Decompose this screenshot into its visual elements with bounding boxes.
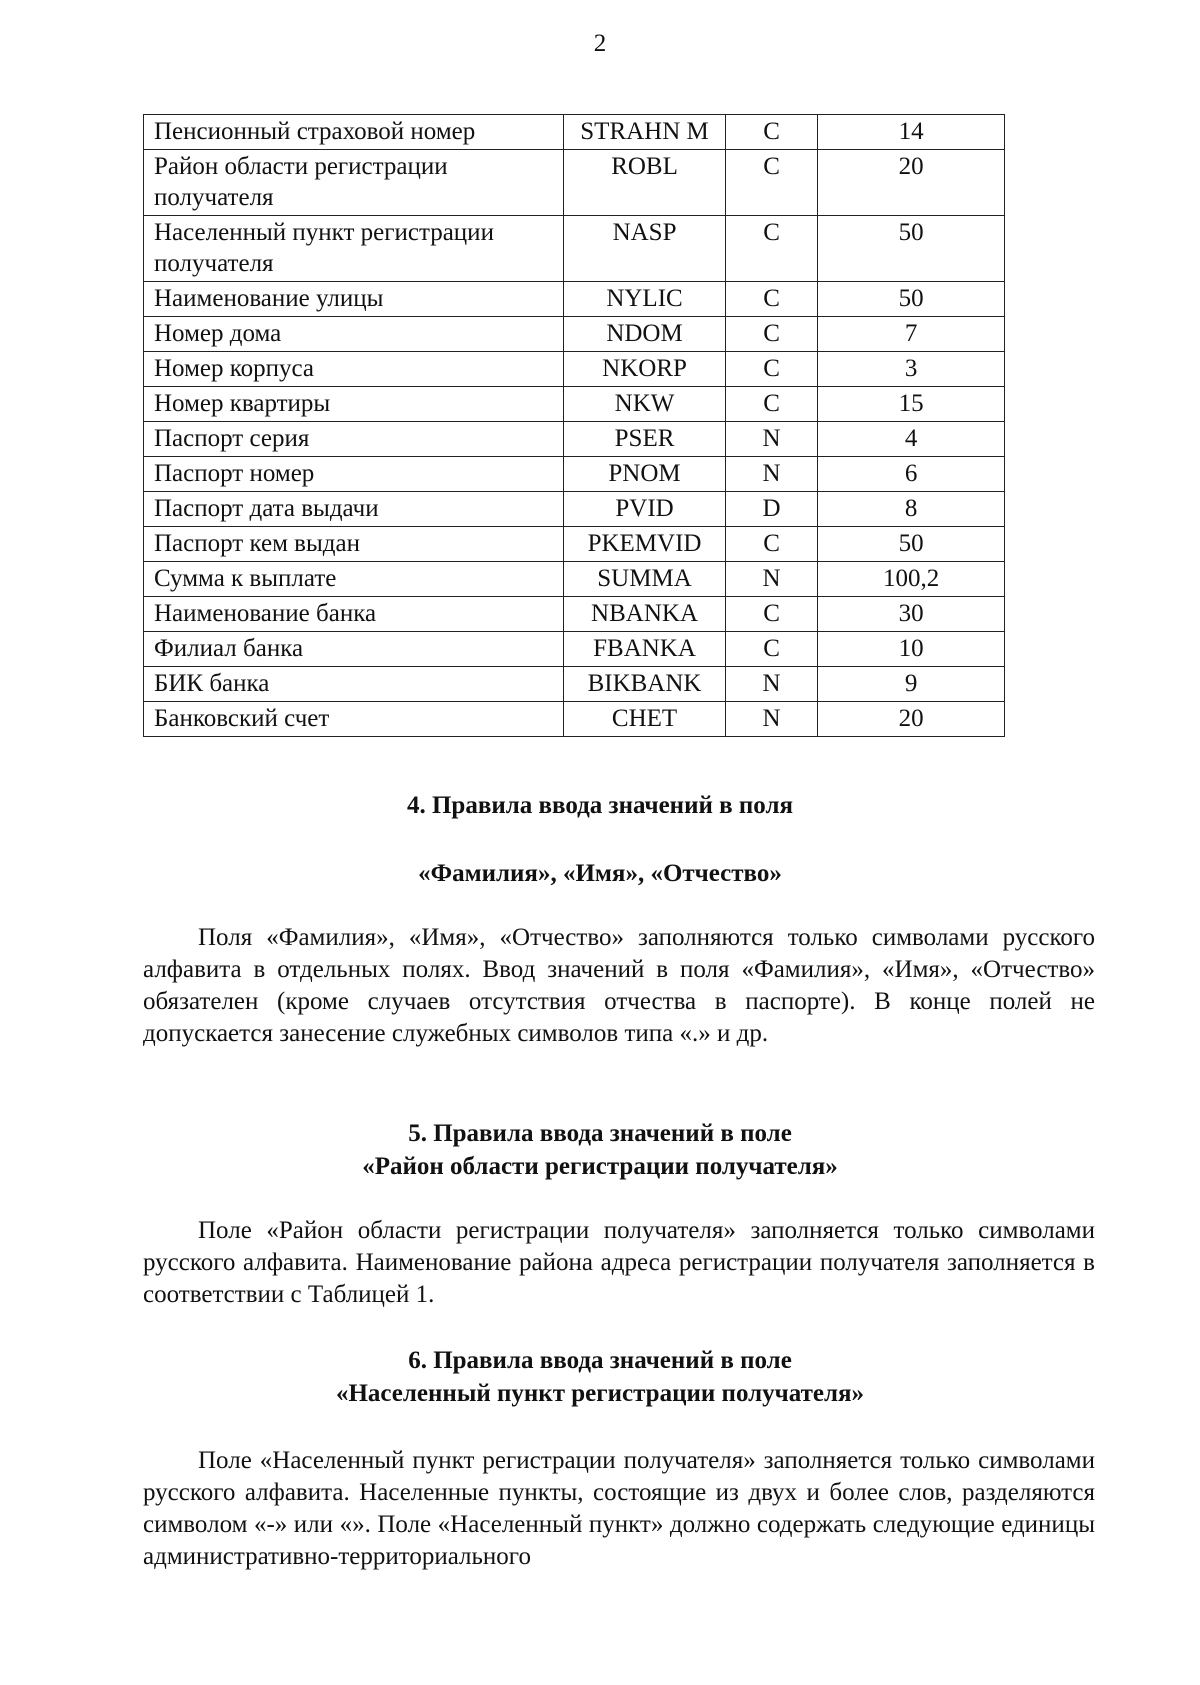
field-code-cell: NASP	[564, 216, 726, 282]
field-type-cell: C	[725, 317, 817, 352]
table-row	[144, 150, 1005, 216]
field-type-cell: N	[725, 422, 817, 457]
section-5-heading-line2: «Район области регистрации получателя»	[362, 1153, 838, 1180]
field-type-cell: N	[725, 457, 817, 492]
table-row	[144, 216, 1005, 282]
field-name-cell: БИК банка	[144, 667, 564, 702]
section-4-heading-line2: «Фамилия», «Имя», «Отчество»	[418, 860, 782, 887]
field-name-cell: Филиал банка	[144, 632, 564, 667]
field-length-cell: 9	[818, 667, 1005, 702]
field-name-cell: Номер дома	[144, 317, 564, 352]
field-code-cell: STRAHN M	[564, 115, 726, 150]
field-code-cell: PNOM	[564, 457, 726, 492]
field-length-cell: 7	[818, 317, 1005, 352]
field-code-cell: NDOM	[564, 317, 726, 352]
field-length-cell: 14	[818, 115, 1005, 150]
field-name-cell: Номер корпуса	[144, 352, 564, 387]
section-5-heading-line1: 5. Правила ввода значений в поле	[408, 1120, 792, 1147]
field-name-cell: Паспорт номер	[144, 457, 564, 492]
field-code-cell: NYLIC	[564, 282, 726, 317]
table-row	[144, 422, 1005, 457]
field-type-cell: N	[725, 667, 817, 702]
field-code-cell: SUMMA	[564, 562, 726, 597]
field-length-cell: 3	[818, 352, 1005, 387]
table-row	[144, 702, 1005, 737]
field-type-cell: C	[725, 282, 817, 317]
field-code-cell: FBANKA	[564, 632, 726, 667]
section-6-heading-line1: 6. Правила ввода значений в поле	[408, 1347, 792, 1374]
field-length-cell: 50	[818, 216, 1005, 282]
field-name-cell: Номер квартиры	[144, 387, 564, 422]
field-name-cell: Район области регистрации получателя	[144, 150, 564, 216]
field-name-cell: Пенсионный страховой номер	[144, 115, 564, 150]
field-code-cell: PKEMVID	[564, 527, 726, 562]
fields-table	[143, 114, 1005, 737]
section-5-paragraph: Поле «Район области регистрации получателя» заполняется только символами русского алфавита. Наименование района адреса регистрации получателя заполняется в соответствии с Таблицей 1.	[143, 1217, 1095, 1308]
field-name-cell: Паспорт серия	[144, 422, 564, 457]
field-name-cell: Наименование банка	[144, 597, 564, 632]
field-name-cell: Населенный пункт регистрации получателя	[144, 216, 564, 282]
table-row	[144, 352, 1005, 387]
field-type-cell: C	[725, 527, 817, 562]
section-4-heading-line1: 4. Правила ввода значений в поля	[406, 792, 794, 819]
field-name-cell: Паспорт кем выдан	[144, 527, 564, 562]
field-type-cell: N	[725, 562, 817, 597]
field-code-cell: NKORP	[564, 352, 726, 387]
table-row	[144, 387, 1005, 422]
table-row	[144, 492, 1005, 527]
field-type-cell: C	[725, 352, 817, 387]
field-length-cell: 4	[818, 422, 1005, 457]
field-code-cell: BIKBANK	[564, 667, 726, 702]
field-type-cell: N	[725, 702, 817, 737]
table-row	[144, 632, 1005, 667]
section-6-paragraph: Поле «Населенный пункт регистрации получателя» заполняется только символами русского алфавита. Населенные пункты, состоящие из двух и более слов, разделяются символом «-» или «». Поле «Населенный пункт» должно содержать следующие единицы административно-территориального	[143, 1447, 1095, 1570]
field-length-cell: 30	[818, 597, 1005, 632]
field-type-cell: C	[725, 387, 817, 422]
table-row	[144, 115, 1005, 150]
field-name-cell: Сумма к выплате	[144, 562, 564, 597]
field-code-cell: NBANKA	[564, 597, 726, 632]
field-length-cell: 20	[818, 702, 1005, 737]
table-row	[144, 527, 1005, 562]
field-type-cell: C	[725, 150, 817, 216]
field-type-cell: C	[725, 216, 817, 282]
field-name-cell: Банковский счет	[144, 702, 564, 737]
field-length-cell: 10	[818, 632, 1005, 667]
field-type-cell: C	[725, 632, 817, 667]
field-type-cell: C	[725, 597, 817, 632]
section-6-heading-line2: «Населенный пункт регистрации получателя»	[335, 1380, 865, 1407]
field-length-cell: 100,2	[818, 562, 1005, 597]
field-length-cell: 50	[818, 282, 1005, 317]
field-type-cell: C	[725, 115, 817, 150]
table-row	[144, 597, 1005, 632]
field-name-cell: Паспорт дата выдачи	[144, 492, 564, 527]
field-type-cell: D	[725, 492, 817, 527]
field-length-cell: 50	[818, 527, 1005, 562]
table-row	[144, 667, 1005, 702]
field-length-cell: 8	[818, 492, 1005, 527]
field-code-cell: CHET	[564, 702, 726, 737]
table-row	[144, 317, 1005, 352]
field-code-cell: NKW	[564, 387, 726, 422]
table-row	[144, 457, 1005, 492]
section-4-paragraph: Поля «Фамилия», «Имя», «Отчество» заполняются только символами русского алфавита в отдельных полях. Ввод значений в поля «Фамилия», «Имя», «Отчество» обязателен (кроме случаев отсутствия отчества в паспорте). В конце полей не допускается занесение служебных символов типа «.» и др.	[143, 924, 1095, 1047]
field-code-cell: PVID	[564, 492, 726, 527]
table-row	[144, 562, 1005, 597]
page-number: 2	[593, 30, 607, 57]
field-length-cell: 20	[818, 150, 1005, 216]
table-row	[144, 282, 1005, 317]
fields-table-body	[144, 115, 1005, 737]
field-code-cell: ROBL	[564, 150, 726, 216]
field-length-cell: 6	[818, 457, 1005, 492]
field-name-cell: Наименование улицы	[144, 282, 564, 317]
field-code-cell: PSER	[564, 422, 726, 457]
field-length-cell: 15	[818, 387, 1005, 422]
